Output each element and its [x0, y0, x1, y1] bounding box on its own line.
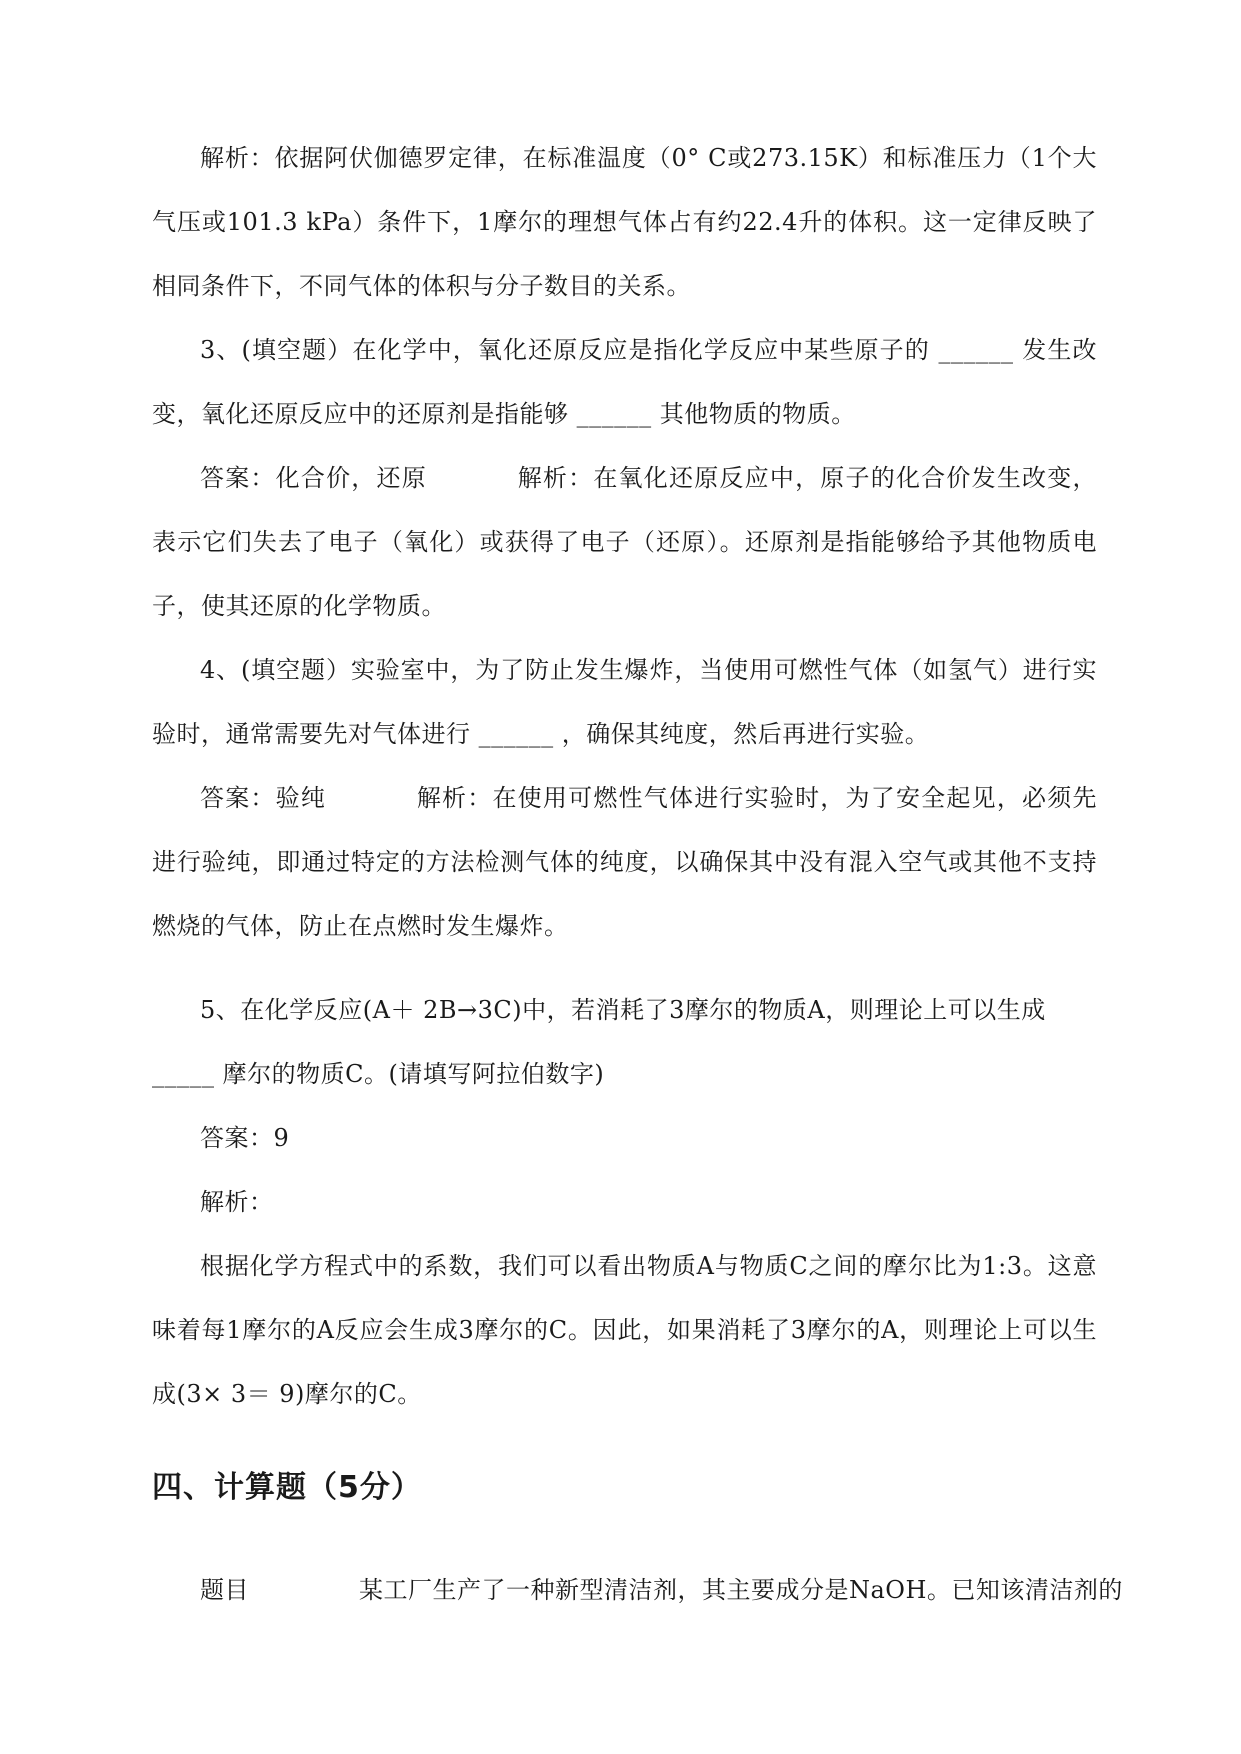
question-5-line-1: 5、在化学反应(A＋ 2B→3C)中，若消耗了3摩尔的物质A，则理论上可以生成 — [200, 996, 1046, 1024]
question-3: 3、(填空题）在化学中，氧化还原反应是指化学反应中某些原子的 ______ 发生改变，氧化还原反应中的还原剂是指能够 ______ 其他物质的物质。 — [152, 336, 1097, 428]
answer-4-block — [152, 766, 1097, 958]
question-5-line-2: _____ 摩尔的物质C。(请填写阿拉伯数字) — [152, 1060, 605, 1088]
answer-4: 答案：验纯 — [200, 784, 327, 812]
answer-3-block — [152, 446, 1097, 638]
paragraph-p1-explanation: 解析：依据阿伏伽德罗定律，在标准温度（0° C或273.15K）和标准压力（1个大气压或101.3 kPa）条件下，1摩尔的理想气体占有约22.4升的体积。这一定律反映了相同条件下，不同气体的体积与分子数目的关系。 — [152, 144, 1097, 300]
section4-question-label: 题目 — [200, 1576, 249, 1604]
answer-3: 答案：化合价，还原 — [200, 464, 427, 492]
section-heading-calculation: 四、计算题（5分） — [152, 1470, 422, 1505]
explanation-4: 解析：在使用可燃性气体进行实验时，为了安全起见，必须先进行验纯，即通过特定的方法检测气体的纯度，以确保其中没有混入空气或其他不支持燃烧的气体，防止在点燃时发生爆炸。 — [152, 784, 1097, 940]
question-4: 4、(填空题）实验室中，为了防止发生爆炸，当使用可燃性气体（如氢气）进行实验时，通常需要先对气体进行 ______ ，确保其纯度，然后再进行实验。 — [152, 656, 1097, 748]
section4-question-line — [200, 1570, 1123, 1610]
answer-5: 答案：9 — [200, 1124, 290, 1152]
explanation-5: 根据化学方程式中的系数，我们可以看出物质A与物质C之间的摩尔比为1:3。这意味着每1摩尔的A反应会生成3摩尔的C。因此，如果消耗了3摩尔的A，则理论上可以生成(3× 3＝ 9)摩尔的C。 — [152, 1252, 1097, 1408]
section4-question-text: 某工厂生产了一种新型清洁剂，其主要成分是NaOH。已知该清洁剂的 — [359, 1576, 1123, 1604]
explanation-5-label: 解析： — [200, 1188, 274, 1216]
explanation-3: 解析：在氧化还原反应中，原子的化合价发生改变，表示它们失去了电子（氧化）或获得了电子（还原）。还原剂是指能够给予其他物质电子，使其还原的化学物质。 — [152, 464, 1097, 620]
